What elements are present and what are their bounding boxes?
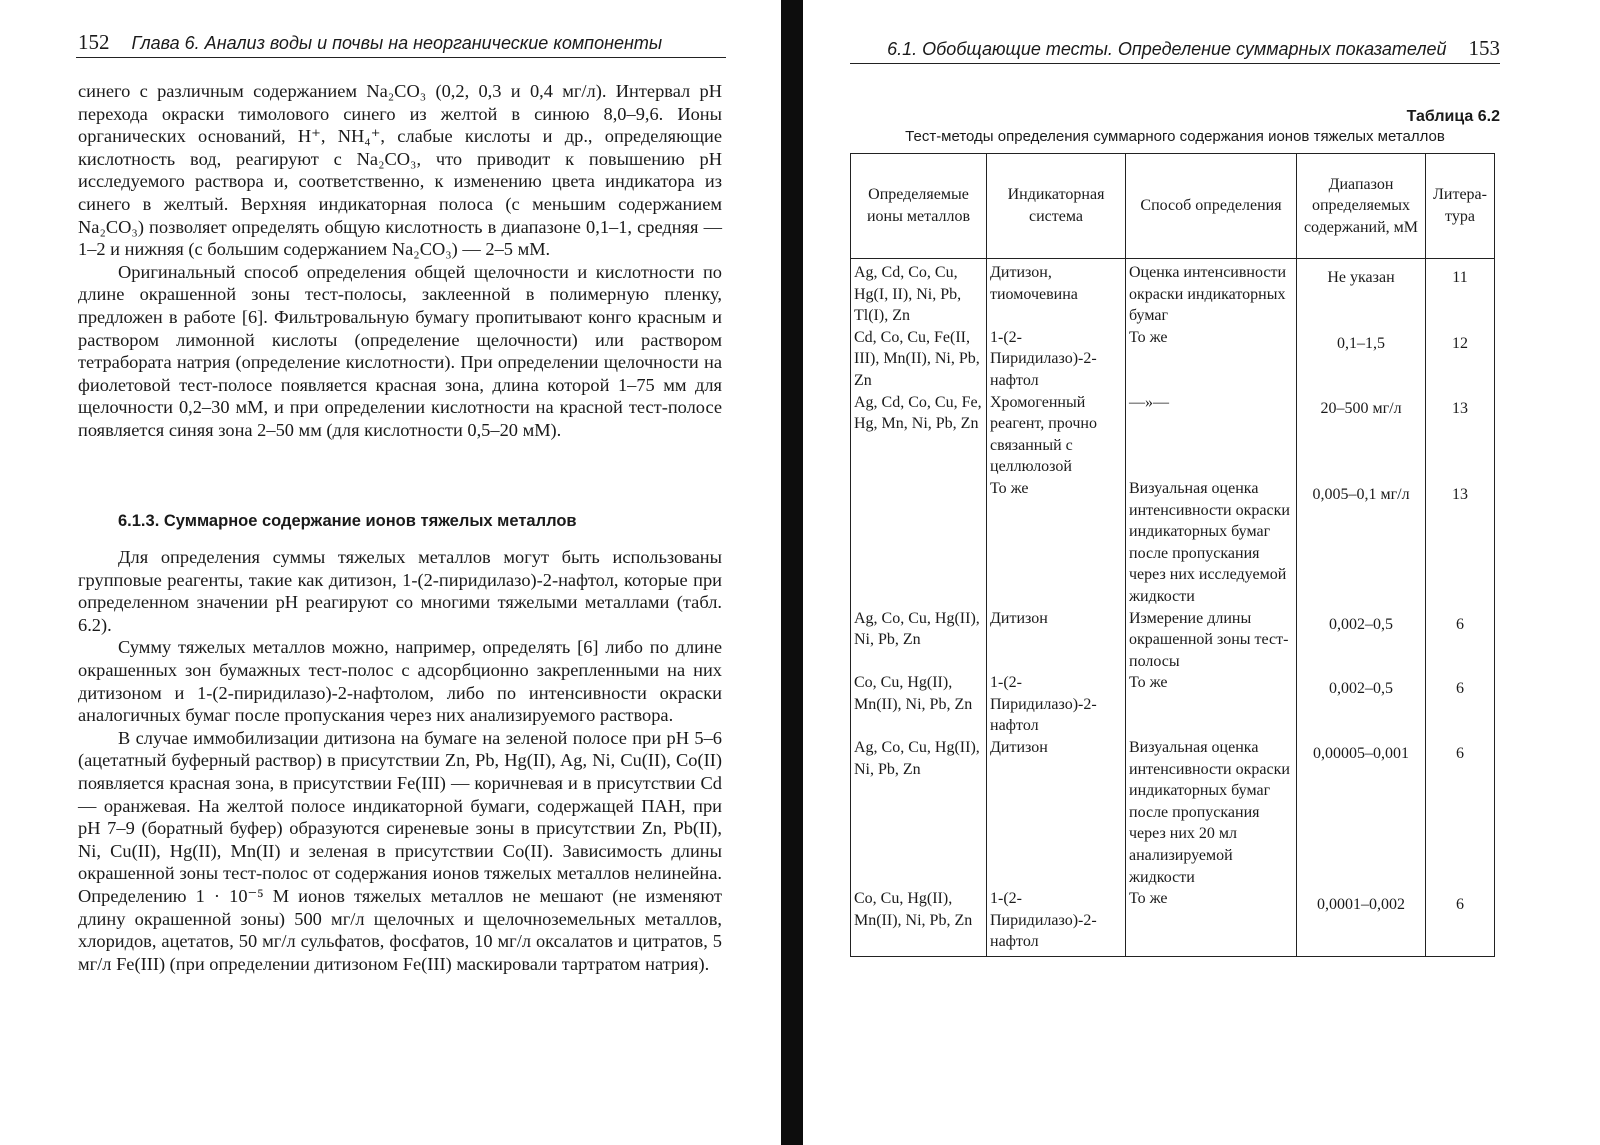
paragraph: В случае иммобилизации дитизона на бумаге на зеленой полосе при рН 5–6 (ацетатный буферный раствор) в присутствии Zn, Pb, Hg(II), Ag, Ni, Cu(II), Co(II) появляется красная зона, в присутствии Fe(III) — коричневая и в присутствии Cd — оранжевая. На желтой полосе индикаторной бумаги, содержащей ПАН, при рН 7–9 (боратный буфер) образуются сиреневые зоны в присутствии Zn, Pb(II), Ni, Cu(II), Hg(II), Mn(II) и зеленая в присутствии Co(II). Зависимость длины окрашенной зоны тест-полос от содержания ионов тяжелых металлов нелинейна. Определению 1 · 10⁻⁵ М ионов тяжелых металлов не мешают (не изменяют длину окрашенной зоны) 500 мг/л щелочных и щелочноземельных металлов, хлоридов, ацетатов, 50 мг/л сульфатов, фосфатов, 10 мг/л оксалатов и цитратов, 5 мг/л Fe(III) (при определении дитизоном Fe(III) маскировали тартратом натрия).: [78, 727, 722, 974]
cell-indicator: 1-(2-Пиридилазо)-2-нафтол: [987, 327, 1126, 392]
cell-indicator: 1-(2-Пиридилазо)-2-нафтол: [987, 672, 1126, 737]
cell-range: 0,1–1,5: [1297, 327, 1426, 392]
cell-ions: Co, Cu, Hg(II), Mn(II), Ni, Pb, Zn: [851, 672, 987, 737]
cell-range: 20–500 мг/л: [1297, 392, 1426, 478]
cell-reference: 11: [1426, 259, 1495, 327]
table-header-row: [851, 154, 1495, 259]
cell-ions: Co, Cu, Hg(II), Mn(II), Ni, Pb, Zn: [851, 888, 987, 956]
section-heading: 6.1.3. Суммарное содержание ионов тяжелых металлов: [118, 512, 577, 530]
cell-method: —»—: [1126, 392, 1297, 478]
cell-ions: Cd, Co, Cu, Fe(II, III), Mn(II), Ni, Pb, Zn: [851, 327, 987, 392]
cell-range: 0,002–0,5: [1297, 608, 1426, 673]
cell-reference: 6: [1426, 888, 1495, 956]
right-running-head: [852, 36, 1500, 61]
cell-range: 0,002–0,5: [1297, 672, 1426, 737]
header-method: Способ определения: [1126, 154, 1297, 259]
chapter-title: Глава 6. Анализ воды и почвы на неорганические компоненты: [131, 33, 663, 53]
section-title: 6.1. Обобщающие тесты. Определение суммарных показателей: [887, 39, 1447, 59]
right-page: [800, 0, 1600, 1145]
table-row: [851, 672, 1495, 737]
cell-indicator: 1-(2-Пиридилазо)-2-нафтол: [987, 888, 1126, 956]
table-label: Таблица 6.2: [1406, 108, 1500, 125]
paragraph: Сумму тяжелых металлов можно, например, определять [6] либо по длине окрашенных зон бумажных тест-полос с адсорбционно закрепленными на них дитизоном и 1-(2-пиридилазо)-2-нафтолом, либо по интенсивности окраски аналогичных бумаг после пропускания через них анализируемого раствора.: [78, 637, 722, 726]
cell-reference: 12: [1426, 327, 1495, 392]
page-number-left: 152: [78, 30, 110, 54]
cell-method: Визуальная оценка интенсивности окраски индикаторных бумаг после пропускания через них исследуемой жидкости: [1126, 478, 1297, 608]
paragraph: Для определения суммы тяжелых металлов могут быть использованы групповые реагенты, такие как дитизон, 1-(2-пиридилазо)-2-нафтол, которые при определенном значении рН реагируют со многими тяжелыми металлами (табл. 6.2).: [78, 547, 722, 635]
cell-ions: Ag, Co, Cu, Hg(II), Ni, Pb, Zn: [851, 608, 987, 673]
cell-indicator: То же: [987, 478, 1126, 608]
paragraph: синего с различным содержанием Na₂CO₃ (0,2, 0,3 и 0,4 мг/л). Интервал рН перехода окраски тимолового синего из желтой в синюю 8,0–9,6. Ионы органических оснований, H⁺, NH₄⁺, слабые кислоты и др., определяющие кислотность вод, реагируют с Na₂CO₃, что приводит к повышению рН исследуемого раствора и, соответственно, к изменению цвета индикатора из синего в желтый. Верхняя индикаторная полоса (с меньшим содержанием Na₂CO₃) позволяет определять общую кислотность в диапазоне 0,1–1, средняя — 1–2 и нижняя (с большим содержанием Na₂CO₃) — 2–5 мМ.: [78, 81, 722, 260]
table-caption: Тест-методы определения суммарного содержания ионов тяжелых металлов: [905, 128, 1445, 145]
cell-method: Визуальная оценка интенсивности окраски индикаторных бумаг после пропускания через них 20 мл анализируемой жидкости: [1126, 737, 1297, 888]
cell-ions: Ag, Co, Cu, Hg(II), Ni, Pb, Zn: [851, 737, 987, 888]
cell-range: Не указан: [1297, 259, 1426, 327]
cell-reference: 13: [1426, 478, 1495, 608]
left-page: [0, 0, 780, 1145]
header-range: Диапазон определяемых содержаний, мМ: [1297, 154, 1426, 259]
cell-indicator: Хромогенный реагент, прочно связанный с целлюлозой: [987, 392, 1126, 478]
cell-range: 0,005–0,1 мг/л: [1297, 478, 1426, 608]
header-indicator: Индикаторная система: [987, 154, 1126, 259]
header-rule-right: [850, 63, 1500, 64]
table-row: [851, 327, 1495, 392]
table-row: [851, 259, 1495, 327]
left-running-head: [78, 30, 726, 55]
cell-method: То же: [1126, 672, 1297, 737]
table-row: [851, 478, 1495, 608]
table-row: [851, 608, 1495, 673]
metals-table: [850, 153, 1495, 957]
table-row: [851, 737, 1495, 888]
cell-method: То же: [1126, 888, 1297, 956]
cell-indicator: Дитизон, тиомочевина: [987, 259, 1126, 327]
text-block-after-section: [78, 546, 722, 975]
cell-method: Измерение длины окрашенной зоны тест-полосы: [1126, 608, 1297, 673]
cell-indicator: Дитизон: [987, 737, 1126, 888]
text-block-before-section: [78, 80, 722, 442]
cell-indicator: Дитизон: [987, 608, 1126, 673]
header-rule-left: [76, 57, 726, 58]
cell-range: 0,00005–0,001: [1297, 737, 1426, 888]
table-row: [851, 888, 1495, 956]
cell-range: 0,0001–0,002: [1297, 888, 1426, 956]
cell-method: Оценка интенсивности окраски индикаторных бумаг: [1126, 259, 1297, 327]
header-ions: Определяемые ионы металлов: [851, 154, 987, 259]
cell-ions: [851, 478, 987, 608]
table-row: [851, 392, 1495, 478]
cell-method: То же: [1126, 327, 1297, 392]
cell-reference: 6: [1426, 672, 1495, 737]
cell-reference: 6: [1426, 608, 1495, 673]
page-number-right: 153: [1468, 36, 1500, 60]
paragraph: Оригинальный способ определения общей щелочности и кислотности по длине окрашенной зоны тест-полосы, заклеенной в полимерную пленку, предложен в работе [6]. Фильтровальную бумагу пропитывают конго красным и раствором лимонной кислоты (определение щелочности) или раствором тетрабората натрия (определение кислотности). При определении щелочности на фиолетовой тест-полосе появляется красная зона, длина которой 1–75 мм для щелочности 0,2–30 мМ, и при определении кислотности на красной тест-полосе появляется синяя зона 2–50 мм (для кислотности 0,5–20 мМ).: [78, 261, 722, 440]
cell-reference: 6: [1426, 737, 1495, 888]
cell-ions: Ag, Cd, Co, Cu, Fe, Hg, Mn, Ni, Pb, Zn: [851, 392, 987, 478]
cell-ions: Ag, Cd, Co, Cu, Hg(I, II), Ni, Pb, Tl(I), Zn: [851, 259, 987, 327]
cell-reference: 13: [1426, 392, 1495, 478]
header-reference: Литера-тура: [1426, 154, 1495, 259]
